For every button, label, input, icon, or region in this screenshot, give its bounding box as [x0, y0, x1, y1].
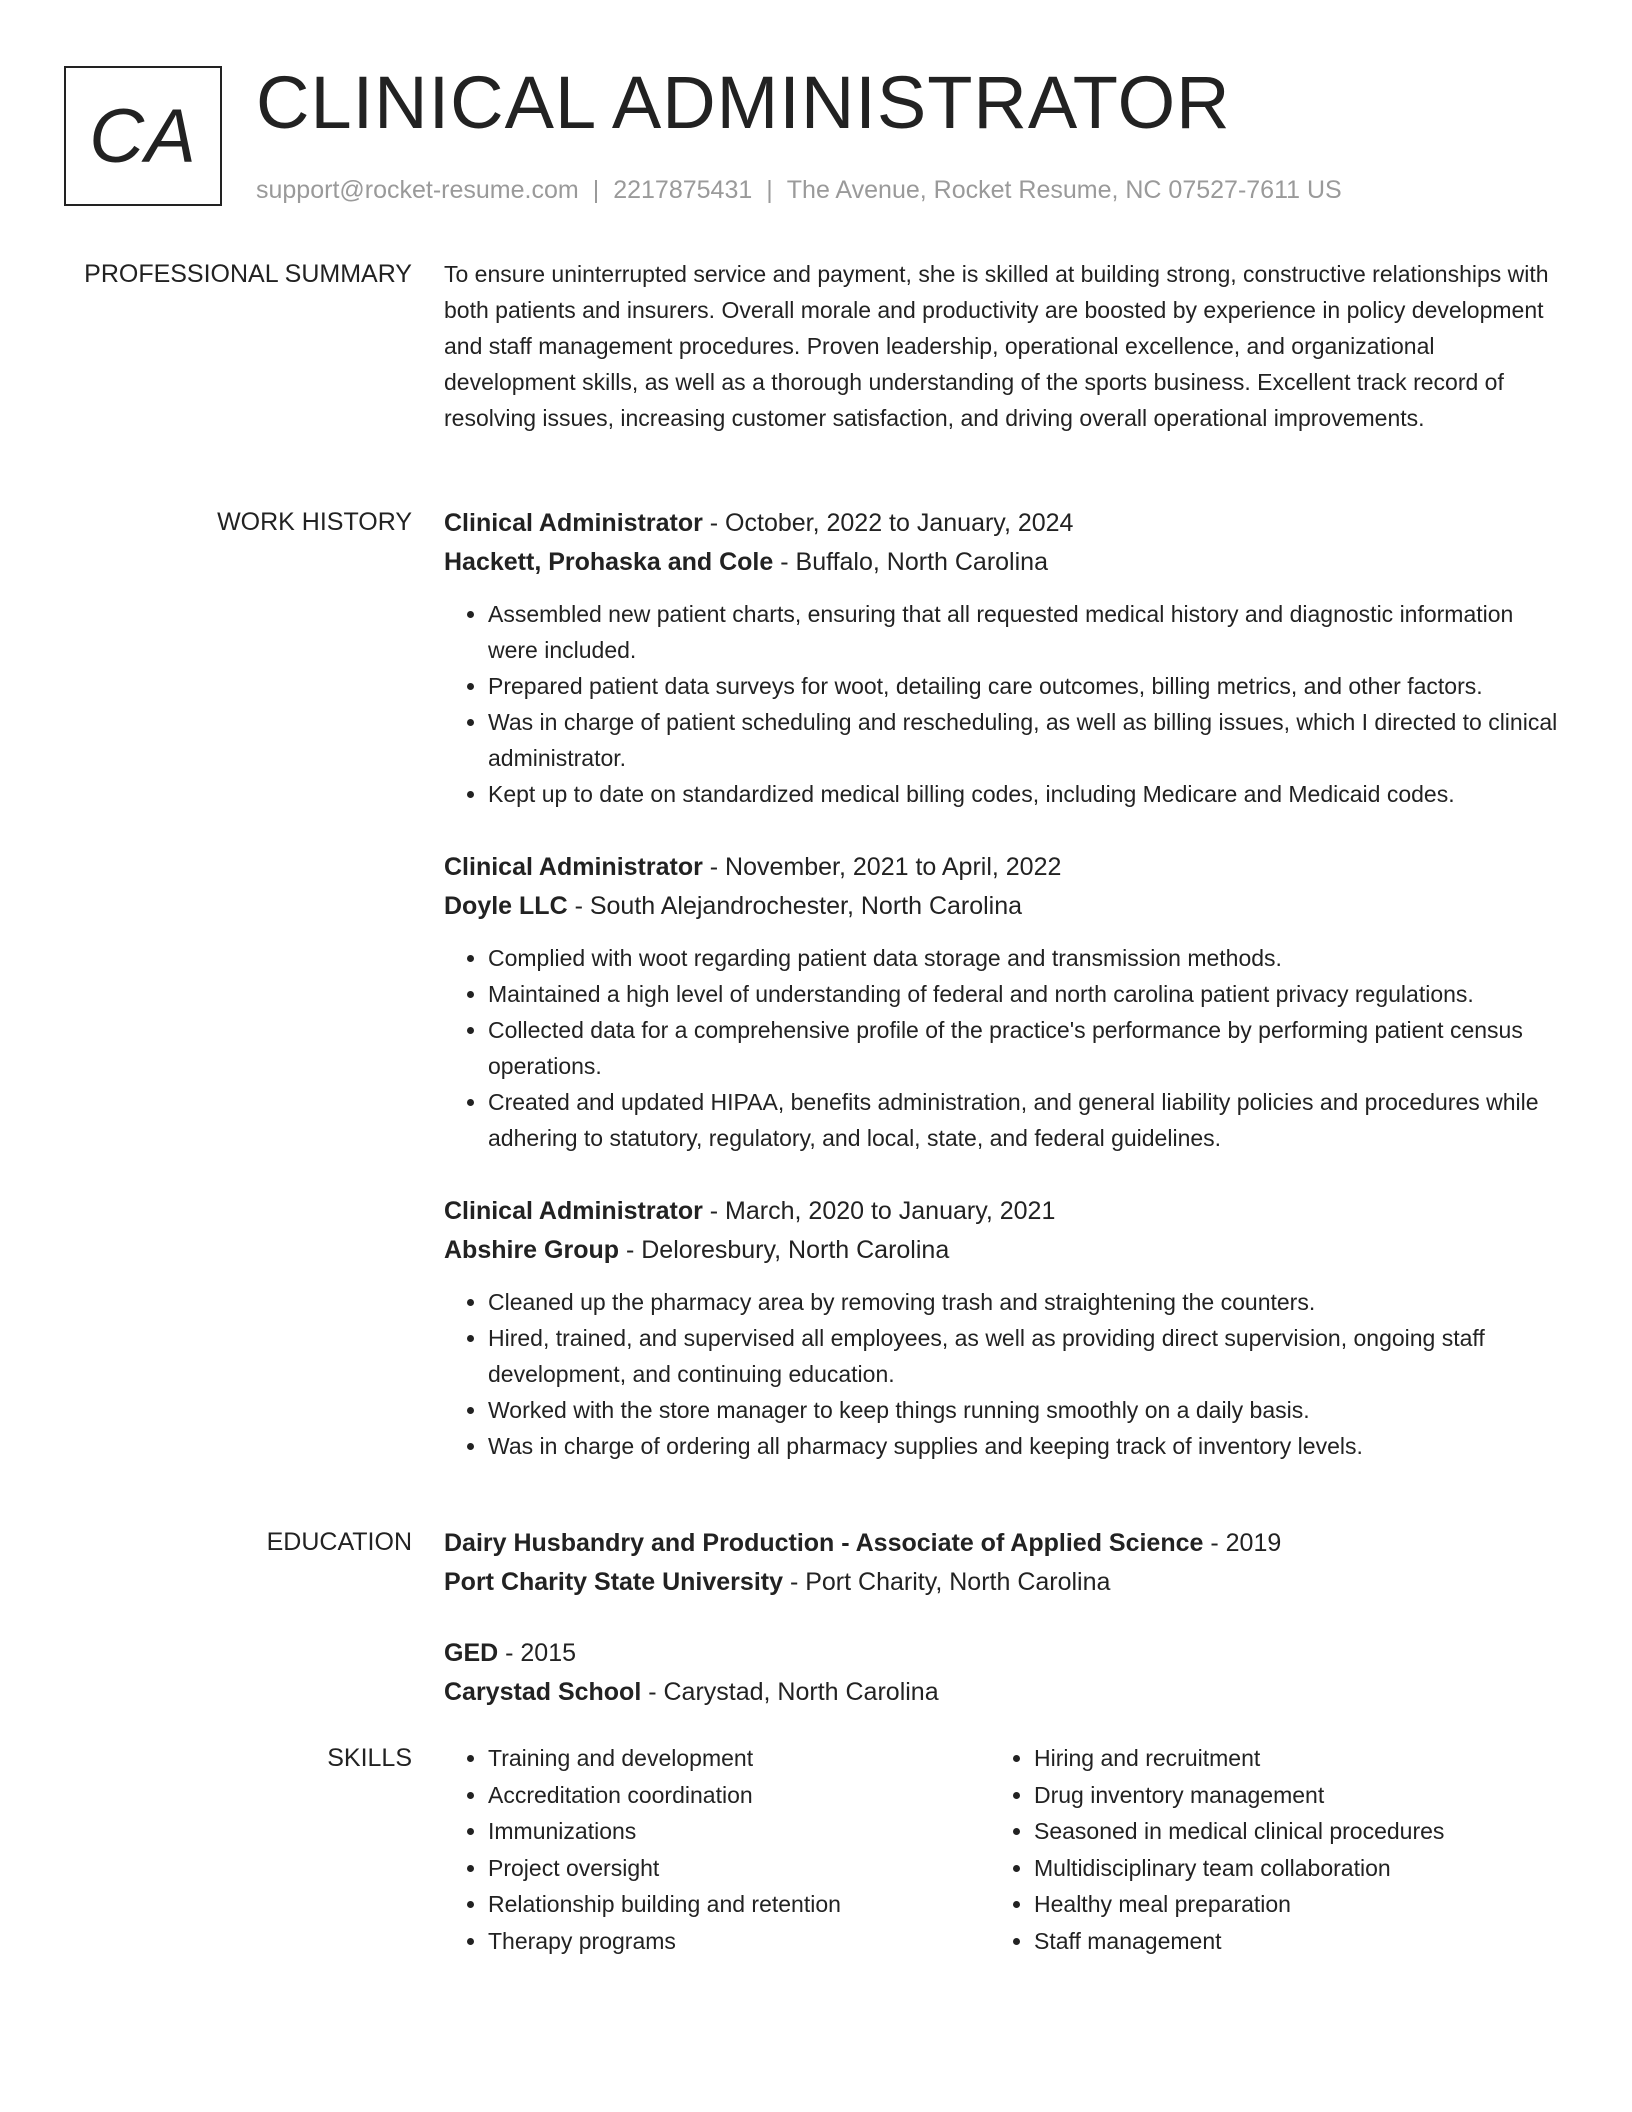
contact-address: The Avenue, Rocket Resume, NC 07527-7611 US [786, 176, 1342, 204]
contact-email: support@rocket-resume.com [256, 176, 579, 204]
job-dates: - October, 2022 to January, 2024 [702, 509, 1074, 537]
education-degree-line [444, 1634, 1564, 1673]
job-bullet: • Was in charge of patient scheduling and rescheduling, as well as billing issues, which I directed to clinical administrator. [488, 704, 1564, 776]
job-entry [444, 848, 1564, 1156]
job-bullet: • Prepared patient data surveys for woot, detailing care outcomes, billing metrics, and other factors. [488, 668, 1564, 704]
job-bullet: • Complied with woot regarding patient data storage and transmission methods. [488, 940, 1564, 976]
education-entry [444, 1524, 1564, 1602]
skills-body [444, 1740, 1564, 1959]
contact-phone: 2217875431 [613, 176, 753, 204]
job-entry [444, 504, 1564, 812]
job-bullet: • Was in charge of ordering all pharmacy supplies and keeping track of inventory levels. [488, 1428, 1564, 1464]
monogram-badge: CA [64, 66, 222, 206]
skill-item: • Drug inventory management [1034, 1777, 1536, 1814]
skills-list-right [990, 1740, 1536, 1959]
education-degree: Dairy Husbandry and Production - Associate of Applied Science [444, 1529, 1204, 1557]
contact-separator: | [592, 176, 600, 204]
job-company-line [444, 887, 1564, 926]
education-school-line [444, 1563, 1564, 1602]
section-label-work-history: WORK HISTORY [217, 508, 412, 536]
job-title: Clinical Administrator [444, 853, 703, 881]
job-title-line [444, 504, 1564, 543]
summary-text: To ensure uninterrupted service and payment, she is skilled at building strong, constructive relationships with both patients and insurers. Overall morale and productivity are boosted by experience in policy development and staff management procedures. Proven leadership, operational excellence, and organizational development skills, as well as a thorough understanding of the sports business. Excellent track record of resolving issues, increasing customer satisfaction, and driving overall operational improvements. [444, 261, 1549, 431]
job-title-line [444, 1192, 1564, 1231]
skills-list-left [444, 1740, 990, 1959]
education-entry [444, 1634, 1564, 1712]
job-bullets [444, 596, 1564, 812]
skill-item: • Relationship building and retention [488, 1886, 990, 1923]
job-bullet: • Worked with the store manager to keep things running smoothly on a daily basis. [488, 1392, 1564, 1428]
job-company-line [444, 1231, 1564, 1270]
job-location: - Deloresbury, North Carolina [619, 1236, 950, 1264]
job-title-line [444, 848, 1564, 887]
job-bullet: • Collected data for a comprehensive profile of the practice's performance by performing patient census operations. [488, 1012, 1564, 1084]
section-label-education: EDUCATION [266, 1528, 412, 1556]
job-bullets [444, 1284, 1564, 1464]
skill-item: • Seasoned in medical clinical procedures [1034, 1813, 1536, 1850]
section-label-summary: PROFESSIONAL SUMMARY [84, 260, 412, 288]
skill-item: • Staff management [1034, 1923, 1536, 1960]
job-company: Abshire Group [444, 1236, 620, 1264]
job-company: Hackett, Prohaska and Cole [444, 548, 774, 576]
skill-item: • Project oversight [488, 1850, 990, 1887]
education-location: - Carystad, North Carolina [641, 1678, 939, 1706]
education-degree-line [444, 1524, 1564, 1563]
job-bullet: • Maintained a high level of understanding of federal and north carolina patient privacy regulations. [488, 976, 1564, 1012]
job-title: Clinical Administrator [444, 509, 703, 537]
work-history-body [444, 504, 1564, 1500]
contact-line [256, 174, 1342, 206]
contact-separator: | [766, 176, 773, 204]
job-company-line [444, 543, 1564, 582]
job-bullets [444, 940, 1564, 1156]
resume-title: CLINICAL ADMINISTRATOR [256, 61, 1231, 144]
job-dates: - November, 2021 to April, 2022 [702, 853, 1062, 881]
skill-item: • Multidisciplinary team collaboration [1034, 1850, 1536, 1887]
job-bullet: • Assembled new patient charts, ensuring that all requested medical history and diagnostic information were included. [488, 596, 1564, 668]
job-entry [444, 1192, 1564, 1464]
education-school: Port Charity State University [444, 1568, 783, 1596]
skill-item: • Therapy programs [488, 1923, 990, 1960]
education-school: Carystad School [444, 1678, 642, 1706]
job-title: Clinical Administrator [444, 1197, 703, 1225]
job-bullet: • Created and updated HIPAA, benefits administration, and general liability policies and procedures while adhering to statutory, regulatory, and local, state, and federal guidelines. [488, 1084, 1564, 1156]
job-bullet: • Kept up to date on standardized medical billing codes, including Medicare and Medicaid codes. [488, 776, 1564, 812]
job-location: - Buffalo, North Carolina [773, 548, 1048, 576]
education-degree: GED [444, 1639, 499, 1667]
education-body [444, 1524, 1564, 1744]
job-bullet: • Hired, trained, and supervised all employees, as well as providing direct supervision, ongoing staff development, and continuing education. [488, 1320, 1564, 1392]
skill-item: • Accreditation coordination [488, 1777, 990, 1814]
skills-columns [444, 1740, 1564, 1959]
education-year: - 2019 [1203, 1529, 1282, 1557]
job-location: - South Alejandrochester, North Carolina [567, 892, 1023, 920]
education-location: - Port Charity, North Carolina [783, 1568, 1111, 1596]
skill-item: • Hiring and recruitment [1034, 1740, 1536, 1777]
skill-item: • Immunizations [488, 1813, 990, 1850]
job-dates: - March, 2020 to January, 2021 [702, 1197, 1056, 1225]
education-year: - 2015 [498, 1639, 577, 1667]
job-company: Doyle LLC [444, 892, 568, 920]
education-school-line [444, 1673, 1564, 1712]
summary-body [444, 256, 1564, 436]
skill-item: • Healthy meal preparation [1034, 1886, 1536, 1923]
section-label-skills: SKILLS [327, 1744, 412, 1772]
skill-item: • Training and development [488, 1740, 990, 1777]
job-bullet: • Cleaned up the pharmacy area by removing trash and straightening the counters. [488, 1284, 1564, 1320]
